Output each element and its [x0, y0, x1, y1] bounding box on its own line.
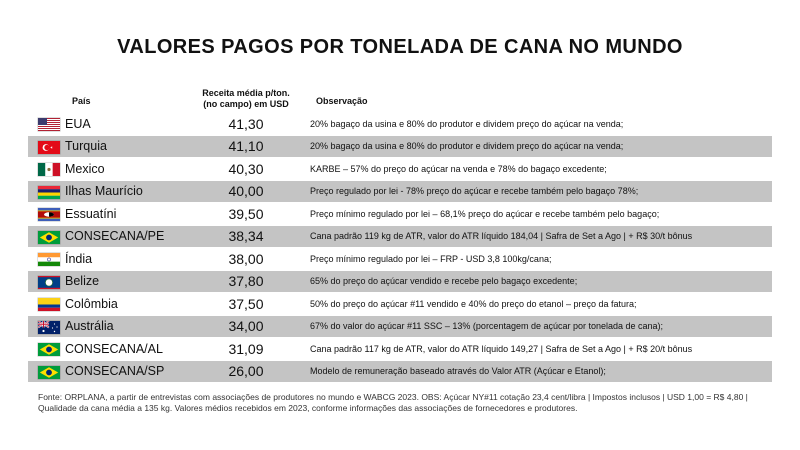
observation-text: Preço regulado por lei - 78% preço do açúcar e recebe também pelo bagaço 78%; — [310, 186, 639, 197]
table-row — [28, 293, 772, 316]
table-row — [28, 316, 772, 339]
observation-text: Modelo de remuneração baseado através do Valor ATR (Açúcar e Etanol); — [310, 366, 606, 377]
country-name: Mexico — [65, 161, 105, 176]
revenue-value: 41,30 — [228, 115, 264, 132]
india-flag-icon — [38, 253, 60, 266]
country-name: CONSECANA/SP — [65, 364, 165, 379]
observation-text: 67% do valor do açúcar #11 SSC – 13% (porcentagem de açúcar por tonelada de cana); — [310, 321, 664, 332]
table-row — [28, 338, 772, 361]
country-name: CONSECANA/AL — [65, 341, 163, 356]
observation-text: Cana padrão 117 kg de ATR, valor do ATR líquido 149,27 | Safra de Set a Ago | + R$ 20/t bônus — [310, 343, 693, 354]
country-name: Belize — [65, 274, 100, 289]
revenue-value: 34,00 — [228, 318, 264, 335]
country-name: CONSECANA/PE — [65, 229, 165, 244]
page-title: VALORES PAGOS POR TONELADA DE CANA NO MUNDO — [117, 36, 683, 58]
brazil-flag-icon — [38, 366, 60, 379]
mauritius-flag-icon — [38, 186, 60, 199]
brazil-flag-icon — [38, 343, 60, 356]
revenue-value: 31,09 — [228, 340, 264, 357]
revenue-value: 38,34 — [228, 228, 264, 245]
table-row — [28, 271, 772, 294]
observation-text: 65% do preço do açúcar vendido e recebe pelo bagaço excedente; — [310, 276, 578, 287]
table-row — [28, 181, 772, 204]
revenue-value: 37,80 — [228, 273, 264, 290]
eswatini-flag-icon — [38, 208, 60, 221]
belize-flag-icon — [38, 276, 60, 289]
column-header-revenue-line2: (no campo) em USD — [203, 99, 289, 109]
observation-text: 50% do preço do açúcar #11 vendido e 40% do preço do etanol – preço da fatura; — [310, 298, 637, 309]
observation-text: 20% bagaço da usina e 80% do produtor e dividem preço do açúcar na venda; — [310, 118, 624, 129]
table-row — [28, 203, 772, 226]
country-name: Ilhas Maurício — [65, 184, 143, 199]
table-row — [28, 158, 772, 181]
observation-text: 20% bagaço da usina e 80% do produtor e dividem preço do açúcar na venda; — [310, 141, 624, 152]
table-row — [28, 248, 772, 271]
country-name: Colômbia — [65, 296, 118, 311]
revenue-value: 40,30 — [228, 160, 264, 177]
country-name: Austrália — [65, 319, 114, 334]
turkey-flag-icon — [38, 141, 60, 154]
revenue-value: 38,00 — [228, 250, 264, 267]
revenue-value: 40,00 — [228, 183, 264, 200]
column-header-revenue — [186, 88, 306, 110]
table-row — [28, 361, 772, 384]
observation-text: KARBE – 57% do preço do açúcar na venda e 78% do bagaço excedente; — [310, 163, 607, 174]
country-name: Índia — [65, 251, 93, 266]
country-name: EUA — [65, 116, 91, 131]
table-row — [28, 113, 772, 136]
observation-text: Preço mínimo regulado por lei – FRP - USD 3,8 100kg/cana; — [310, 253, 552, 264]
revenue-value: 26,00 — [228, 363, 264, 380]
observation-text: Cana padrão 119 kg de ATR, valor do ATR líquido 184,04 | Safra de Set a Ago | + R$ 30/t bônus — [310, 231, 693, 242]
revenue-value: 39,50 — [228, 205, 264, 222]
table-row — [28, 136, 772, 159]
mexico-flag-icon — [38, 163, 60, 176]
brazil-flag-icon — [38, 231, 60, 244]
country-name: Turquia — [65, 139, 107, 154]
usa-flag-icon — [38, 118, 60, 131]
observation-text: Preço mínimo regulado por lei – 68,1% preço do açúcar e recebe também pelo bagaço; — [310, 208, 660, 219]
australia-flag-icon — [38, 321, 60, 334]
column-header-country: País — [72, 96, 91, 106]
revenue-value: 41,10 — [228, 138, 264, 155]
table-row — [28, 226, 772, 249]
revenue-value: 37,50 — [228, 295, 264, 312]
colombia-flag-icon — [38, 298, 60, 311]
source-footnote: Fonte: ORPLANA, a partir de entrevistas com associações de produtores no mundo e WABCG 2023. OBS: Açúcar NY#11 cotação 23,4 cent/libra | Impostos inclusos | USD 1,00 = R$ 4,80 | Qualidade da cana média a 135 kg. Valores médios recebidos em 2023, conforme informações das associações de fornecedores e produtores. — [38, 392, 748, 413]
column-header-observation: Observação — [316, 96, 368, 106]
column-header-revenue-line1: Receita média p/ton. — [202, 88, 290, 98]
price-table — [28, 113, 772, 383]
country-name: Essuatíni — [65, 206, 117, 221]
